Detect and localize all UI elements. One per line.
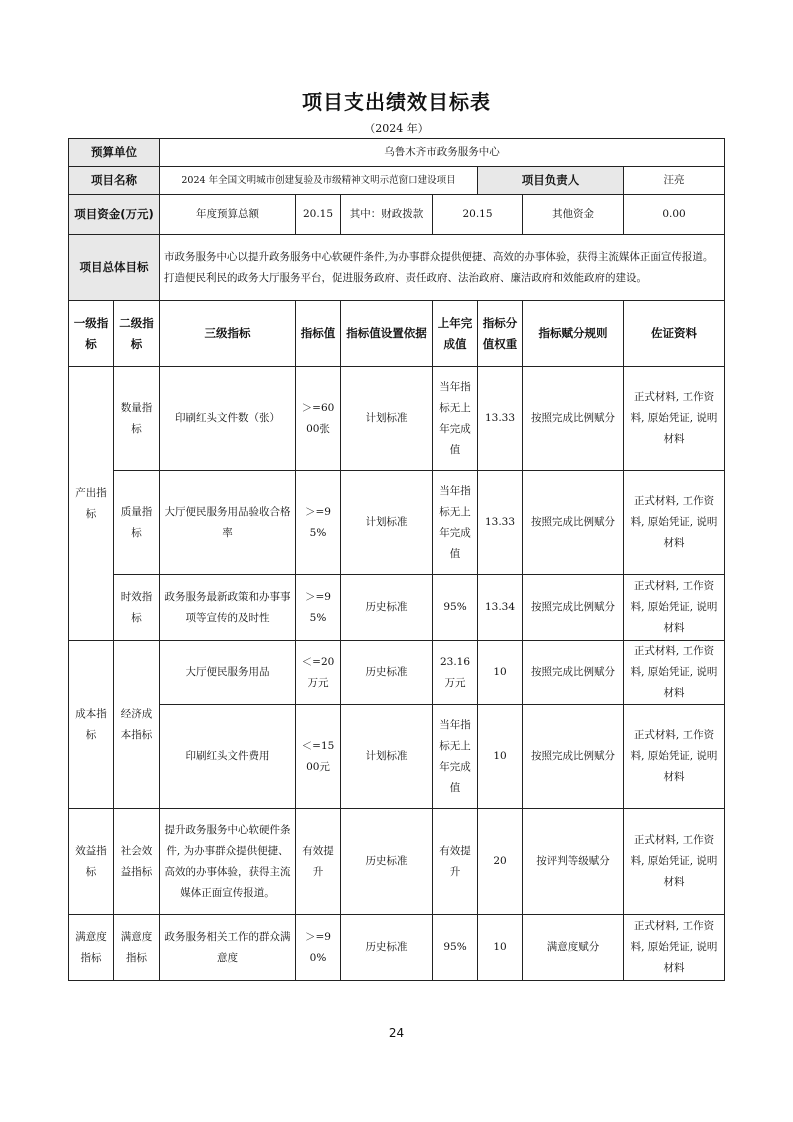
- indicator-row: [69, 915, 725, 981]
- indicator-basis: 历史标准: [341, 575, 433, 641]
- indicator-weight: 20: [478, 809, 523, 915]
- column-header: 指标值设置依据: [341, 301, 433, 367]
- fiscal-label: 其中：财政拨款: [341, 195, 433, 235]
- indicator-basis: 历史标准: [341, 809, 433, 915]
- project-name-label: 项目名称: [69, 167, 160, 195]
- indicator-basis: 计划标准: [341, 705, 433, 809]
- level3-indicator: 提升政务服务中心软硬件条件, 为办事群众提供便捷、高效的办事体验，获得主流媒体正面宣传报道。: [160, 809, 296, 915]
- last-year-value: 当年指标无上年完成值: [433, 705, 478, 809]
- indicator-value: ＞=95%: [296, 575, 341, 641]
- indicator-row: [69, 471, 725, 575]
- last-year-value: 当年指标无上年完成值: [433, 471, 478, 575]
- indicator-value: ＞=90%: [296, 915, 341, 981]
- last-year-value: 95%: [433, 915, 478, 981]
- indicator-basis: 计划标准: [341, 367, 433, 471]
- indicator-value: 有效提升: [296, 809, 341, 915]
- page-number: 24: [388, 1026, 405, 1040]
- indicator-weight: 13.33: [478, 367, 523, 471]
- indicator-value: ＞=95%: [296, 471, 341, 575]
- evidence-materials: 正式材料, 工作资料, 原始凭证, 说明材料: [624, 705, 725, 809]
- project-name-value: 2024 年全国文明城市创建复验及市级精神文明示范窗口建设项目: [160, 167, 478, 195]
- indicator-row: [69, 367, 725, 471]
- level2-indicator: 质量指标: [114, 471, 160, 575]
- column-header: 二级指标: [114, 301, 160, 367]
- evidence-materials: 正式材料, 工作资料, 原始凭证, 说明材料: [624, 367, 725, 471]
- level2-indicator: 社会效益指标: [114, 809, 160, 915]
- scoring-rule: 按照完成比例赋分: [523, 705, 624, 809]
- indicator-row: [69, 575, 725, 641]
- last-year-value: 有效提升: [433, 809, 478, 915]
- indicator-weight: 13.33: [478, 471, 523, 575]
- level1-indicator: 成本指标: [69, 641, 114, 809]
- column-header: 三级指标: [160, 301, 296, 367]
- column-header: 指标赋分规则: [523, 301, 624, 367]
- level3-indicator: 政务服务相关工作的群众满意度: [160, 915, 296, 981]
- fiscal-value: 20.15: [433, 195, 523, 235]
- level2-indicator: 经济成本指标: [114, 641, 160, 809]
- indicator-weight: 10: [478, 915, 523, 981]
- level3-indicator: 大厅便民服务用品验收合格率: [160, 471, 296, 575]
- scoring-rule: 按照完成比例赋分: [523, 367, 624, 471]
- indicator-value: ＞=6000张: [296, 367, 341, 471]
- level3-indicator: 印刷红头文件费用: [160, 705, 296, 809]
- unit-value: 乌鲁木齐市政务服务中心: [160, 139, 725, 167]
- scoring-rule: 按照完成比例赋分: [523, 575, 624, 641]
- scoring-rule: 按照完成比例赋分: [523, 641, 624, 705]
- level2-indicator: 时效指标: [114, 575, 160, 641]
- unit-label: 预算单位: [69, 139, 160, 167]
- budget-total-value: 20.15: [296, 195, 341, 235]
- level3-indicator: 政务服务最新政策和办事事项等宣传的及时性: [160, 575, 296, 641]
- indicator-value: ＜=20万元: [296, 641, 341, 705]
- evidence-materials: 正式材料, 工作资料, 原始凭证, 说明材料: [624, 575, 725, 641]
- level1-indicator: 效益指标: [69, 809, 114, 915]
- performance-target-table: [68, 138, 725, 981]
- evidence-materials: 正式材料, 工作资料, 原始凭证, 说明材料: [624, 915, 725, 981]
- goal-label: 项目总体目标: [69, 235, 160, 301]
- last-year-value: 当年指标无上年完成值: [433, 367, 478, 471]
- indicator-weight: 10: [478, 641, 523, 705]
- budget-total-label: 年度预算总额: [160, 195, 296, 235]
- column-header: 佐证资料: [624, 301, 725, 367]
- indicator-basis: 历史标准: [341, 641, 433, 705]
- level3-indicator: 大厅便民服务用品: [160, 641, 296, 705]
- evidence-materials: 正式材料, 工作资料, 原始凭证, 说明材料: [624, 471, 725, 575]
- level3-indicator: 印刷红头文件数（张）: [160, 367, 296, 471]
- level1-indicator: 满意度指标: [69, 915, 114, 981]
- indicator-weight: 10: [478, 705, 523, 809]
- indicator-weight: 13.34: [478, 575, 523, 641]
- indicator-row: [69, 809, 725, 915]
- last-year-value: 23.16万元: [433, 641, 478, 705]
- document-year: （2024 年）: [364, 122, 429, 135]
- last-year-value: 95%: [433, 575, 478, 641]
- other-value: 0.00: [624, 195, 725, 235]
- project-lead-value: 汪亮: [624, 167, 725, 195]
- indicator-basis: 计划标准: [341, 471, 433, 575]
- column-header: 指标值: [296, 301, 341, 367]
- level2-indicator: 满意度指标: [114, 915, 160, 981]
- project-lead-label: 项目负责人: [478, 167, 624, 195]
- scoring-rule: 满意度赋分: [523, 915, 624, 981]
- indicator-basis: 历史标准: [341, 915, 433, 981]
- column-header: 上年完成值: [433, 301, 478, 367]
- funds-label: 项目资金(万元): [69, 195, 160, 235]
- other-label: 其他资金: [523, 195, 624, 235]
- indicator-value: ＜=1500元: [296, 705, 341, 809]
- evidence-materials: 正式材料, 工作资料, 原始凭证, 说明材料: [624, 809, 725, 915]
- indicator-row: [69, 641, 725, 705]
- column-header: 指标分值权重: [478, 301, 523, 367]
- document-title: 项目支出绩效目标表: [302, 90, 491, 114]
- level1-indicator: 产出指标: [69, 367, 114, 641]
- indicator-row: [69, 705, 725, 809]
- scoring-rule: 按照完成比例赋分: [523, 471, 624, 575]
- level2-indicator: 数量指标: [114, 367, 160, 471]
- goal-text: 市政务服务中心以提升政务服务中心软硬件条件,为办事群众提供便捷、高效的办事体验，获得主流媒体正面宣传报道。打造便民利民的政务大厅服务平台，促进服务政府、责任政府、法治政府、廉洁政府和效能政府的建设。: [160, 235, 725, 301]
- scoring-rule: 按评判等级赋分: [523, 809, 624, 915]
- indicator-header-row: [69, 301, 725, 367]
- evidence-materials: 正式材料, 工作资料, 原始凭证, 说明材料: [624, 641, 725, 705]
- column-header: 一级指标: [69, 301, 114, 367]
